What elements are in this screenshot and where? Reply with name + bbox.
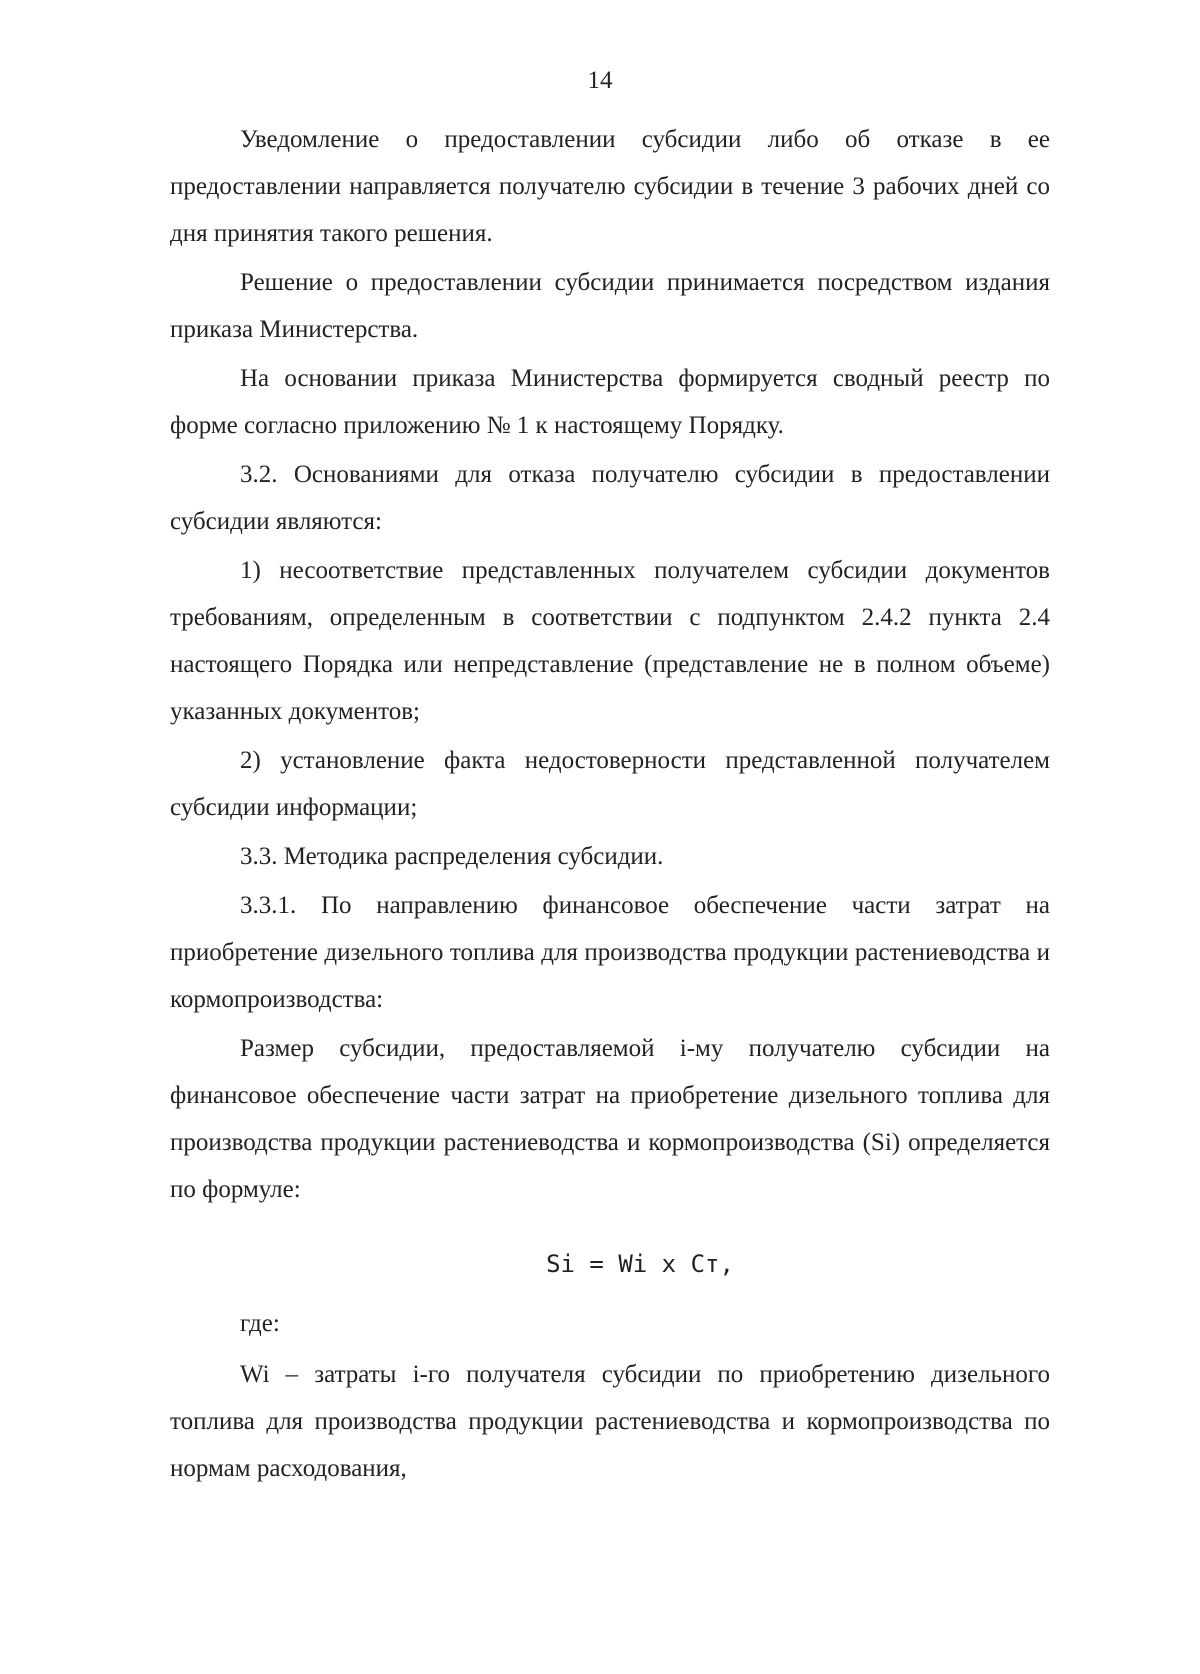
paragraph-wi-definition: Wi – затраты i-го получателя субсидии по приобретению дизельного топлива для производства продукции растениеводства и кормопроизводства по нормам расходования, — [170, 1361, 1050, 1482]
paragraph-ground-2: 2) установление факта недостоверности представленной получателем субсидии информации; — [170, 747, 1050, 821]
paragraph-decision: Решение о предоставлении субсидии принимается посредством издания приказа Министерства. — [170, 269, 1050, 343]
page-number: 14 — [587, 67, 613, 94]
paragraph-notification: Уведомление о предоставлении субсидии либо об отказе в ее предоставлении направляется получателю субсидии в течение 3 рабочих дней со дня принятия такого решения. — [170, 126, 1050, 247]
paragraph-ground-1: 1) несоответствие представленных получателем субсидии документов требованиям, определенным в соответствии с подпунктом 2.4.2 пункта 2.4 настоящего Порядка или непредставление (представление не в полном объеме) указанных документов; — [170, 557, 1050, 725]
formula-where-label: где: — [240, 1310, 280, 1337]
document-body — [170, 116, 1050, 1492]
paragraph-subsidy-size: Размер субсидии, предоставляемой i-му получателю субсидии на финансовое обеспечение части затрат на приобретение дизельного топлива для производства продукции растениеводства и кормопроизводства (Si) определяется по формуле: — [170, 1035, 1050, 1203]
paragraph-registry: На основании приказа Министерства формируется сводный реестр по форме согласно приложению № 1 к настоящему Порядку. — [170, 365, 1050, 439]
paragraph-direction-3-3-1: 3.3.1. По направлению финансовое обеспечение части затрат на приобретение дизельного топлива для производства продукции растениеводства и кормопроизводства: — [170, 892, 1050, 1013]
formula: Si = Wi x Ст, — [546, 1250, 734, 1278]
paragraph-refusal-grounds: 3.2. Основаниями для отказа получателю субсидии в предоставлении субсидии являются: — [170, 461, 1050, 535]
paragraph-methodology-heading: 3.3. Методика распределения субсидии. — [240, 843, 664, 870]
